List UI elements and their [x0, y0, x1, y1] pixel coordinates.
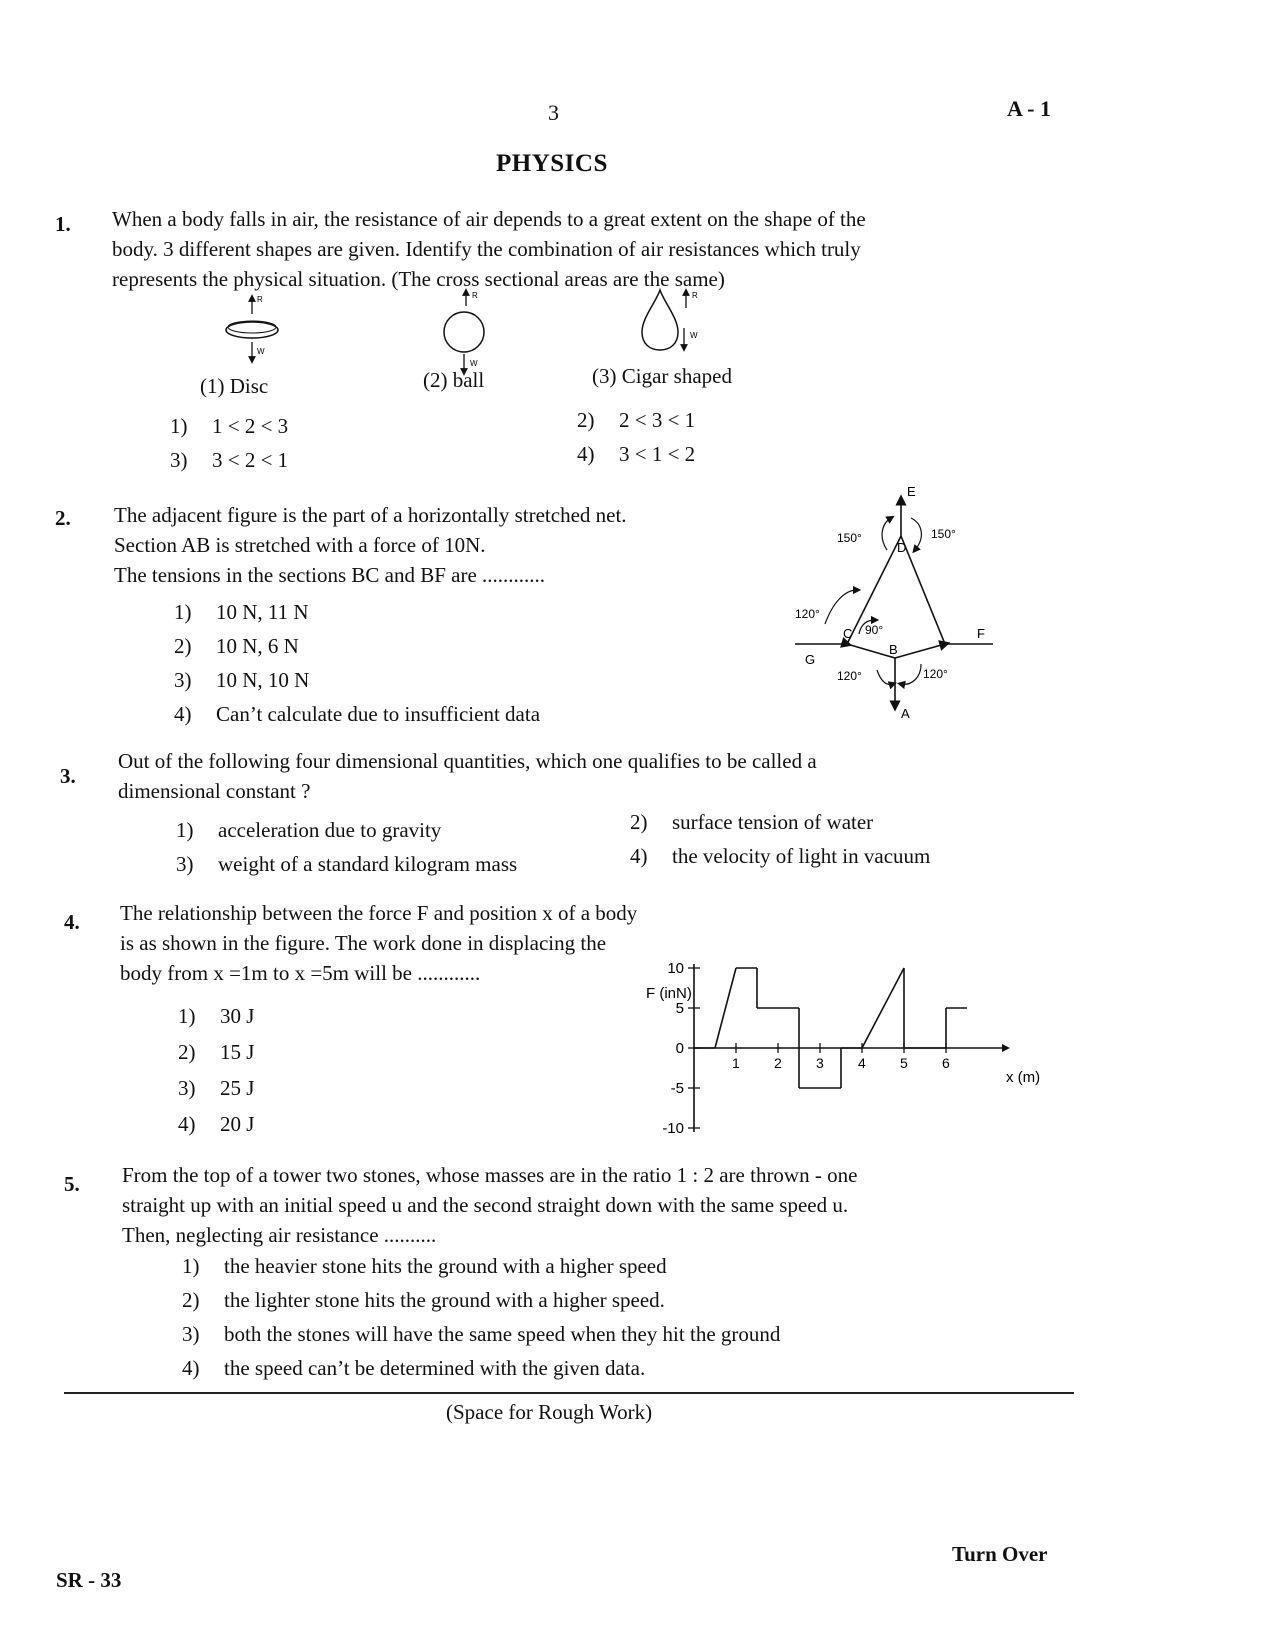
angle-label: 120° — [795, 607, 820, 621]
angle-label: 120° — [837, 669, 862, 683]
shape-label: (1) Disc — [200, 374, 269, 398]
x-tick-label: 1 — [732, 1055, 740, 1071]
question-line: The tensions in the sections BC and BF are ............ — [114, 563, 546, 587]
question-line: The relationship between the force F and position x of a body — [120, 901, 638, 925]
angle-label: 90° — [865, 623, 884, 637]
divider — [64, 1392, 1074, 1394]
question-line: Out of the following four dimensional quantities, which one qualifies to be called a — [118, 749, 817, 773]
question-3-text — [118, 746, 1078, 806]
ball-shape — [444, 291, 484, 372]
question-number: 5. — [64, 1172, 80, 1196]
paper-code: A - 1 — [1007, 96, 1051, 121]
y-tick-label: -5 — [670, 1080, 684, 1097]
question-2-text — [114, 500, 764, 590]
question-line: When a body falls in air, the resistance of air depends to a great extent on the shape of the — [112, 207, 866, 231]
option: 1) the heavier stone hits the ground with a higher speed — [182, 1254, 667, 1278]
x-tick-label: 2 — [774, 1055, 782, 1071]
question-number: 2. — [55, 506, 71, 530]
subject-title: PHYSICS — [496, 150, 608, 177]
question-1-text — [112, 204, 1072, 294]
disc-shape — [226, 295, 278, 360]
question-line: represents the physical situation. (The cross sectional areas are the same) — [112, 267, 725, 291]
cigar-shape — [642, 290, 698, 350]
turn-over-label: Turn Over — [952, 1542, 1048, 1566]
question-line: Then, neglecting air resistance .......... — [122, 1223, 437, 1247]
series-segment — [715, 968, 736, 1048]
option: 4) 3 < 1 < 2 — [577, 442, 696, 466]
option: 2) 15 J — [178, 1040, 255, 1064]
option: 2) surface tension of water — [630, 810, 874, 834]
x-axis-arrow — [1002, 1044, 1010, 1052]
option: 1) 10 N, 11 N — [174, 600, 309, 624]
question-number: 1. — [55, 212, 71, 236]
option: 1) 1 < 2 < 3 — [170, 414, 289, 438]
angle-label: 150° — [837, 531, 862, 545]
shape-label: (3) Cigar shaped — [592, 364, 732, 388]
x-axis-label: x (m) — [1006, 1069, 1041, 1086]
option: 3) both the stones will have the same speed when they hit the ground — [182, 1322, 781, 1346]
footer-code: SR - 33 — [56, 1568, 122, 1592]
point-label: C — [843, 626, 853, 641]
option: 1) 30 J — [178, 1004, 255, 1028]
question-line: body from x =1m to x =5m will be ............ — [120, 961, 481, 985]
question-line: body. 3 different shapes are given. Identify the combination of air resistances which truly — [112, 237, 861, 261]
x-tick-label: 5 — [900, 1055, 908, 1071]
question-line: straight up with an initial speed u and the second straight down with the same speed u. — [122, 1193, 849, 1217]
x-tick-label: 6 — [942, 1055, 950, 1071]
point-label: F — [977, 626, 985, 641]
x-tick-label: 3 — [816, 1055, 824, 1071]
series-segment — [862, 968, 904, 1048]
option: 4) the velocity of light in vacuum — [630, 844, 931, 868]
force-label-w: W — [257, 347, 265, 356]
option: 4) Can’t calculate due to insufficient data — [174, 702, 541, 726]
option: 3) 25 J — [178, 1076, 255, 1100]
question-line: The adjacent figure is the part of a horizontally stretched net. — [114, 503, 627, 527]
option: 4) the speed can’t be determined with the given data. — [182, 1356, 646, 1380]
y-tick-label: 5 — [675, 1000, 684, 1017]
point-label: B — [889, 642, 898, 657]
y-tick-label: 10 — [667, 960, 684, 977]
option: 2) 2 < 3 < 1 — [577, 408, 696, 432]
question-5-text — [122, 1160, 1082, 1250]
page-number: 3 — [548, 100, 559, 125]
question-number: 3. — [60, 764, 76, 788]
y-tick-label: 0 — [675, 1040, 684, 1057]
force-label-r: R — [472, 291, 478, 300]
angle-label: 120° — [923, 667, 948, 681]
question-line: Section AB is stretched with a force of 10N. — [114, 533, 486, 557]
y-tick-label: -10 — [662, 1120, 684, 1137]
angle-label: 150° — [931, 527, 956, 541]
force-label-r: R — [257, 295, 263, 304]
point-label: G — [805, 652, 816, 667]
option: 2) the lighter stone hits the ground with a higher speed. — [182, 1288, 665, 1312]
force-label-w: W — [690, 331, 698, 340]
point-label: A — [901, 706, 910, 721]
question-line: From the top of a tower two stones, whose masses are in the ratio 1 : 2 are thrown - one — [122, 1163, 858, 1187]
option: 3) 10 N, 10 N — [174, 668, 310, 692]
y-axis-label: F (inN) — [646, 985, 692, 1002]
question-number: 4. — [64, 910, 80, 934]
x-tick-label: 4 — [858, 1055, 866, 1071]
question-line: dimensional constant ? — [118, 779, 311, 803]
option: 1) acceleration due to gravity — [176, 818, 442, 842]
option: 4) 20 J — [178, 1112, 255, 1136]
net-figure — [795, 484, 1015, 730]
shape-label: (2) ball — [423, 368, 485, 392]
option: 3) 3 < 2 < 1 — [170, 448, 289, 472]
point-label: E — [907, 484, 916, 499]
option: 3) weight of a standard kilogram mass — [176, 852, 518, 876]
force-label-r: R — [692, 291, 698, 300]
question-line: is as shown in the figure. The work done in displacing the — [120, 931, 607, 955]
rough-work-label: (Space for Rough Work) — [446, 1400, 653, 1424]
option: 2) 10 N, 6 N — [174, 634, 299, 658]
force-label-w: W — [470, 359, 478, 368]
point-label: D — [897, 540, 907, 555]
force-position-chart — [640, 950, 1060, 1150]
